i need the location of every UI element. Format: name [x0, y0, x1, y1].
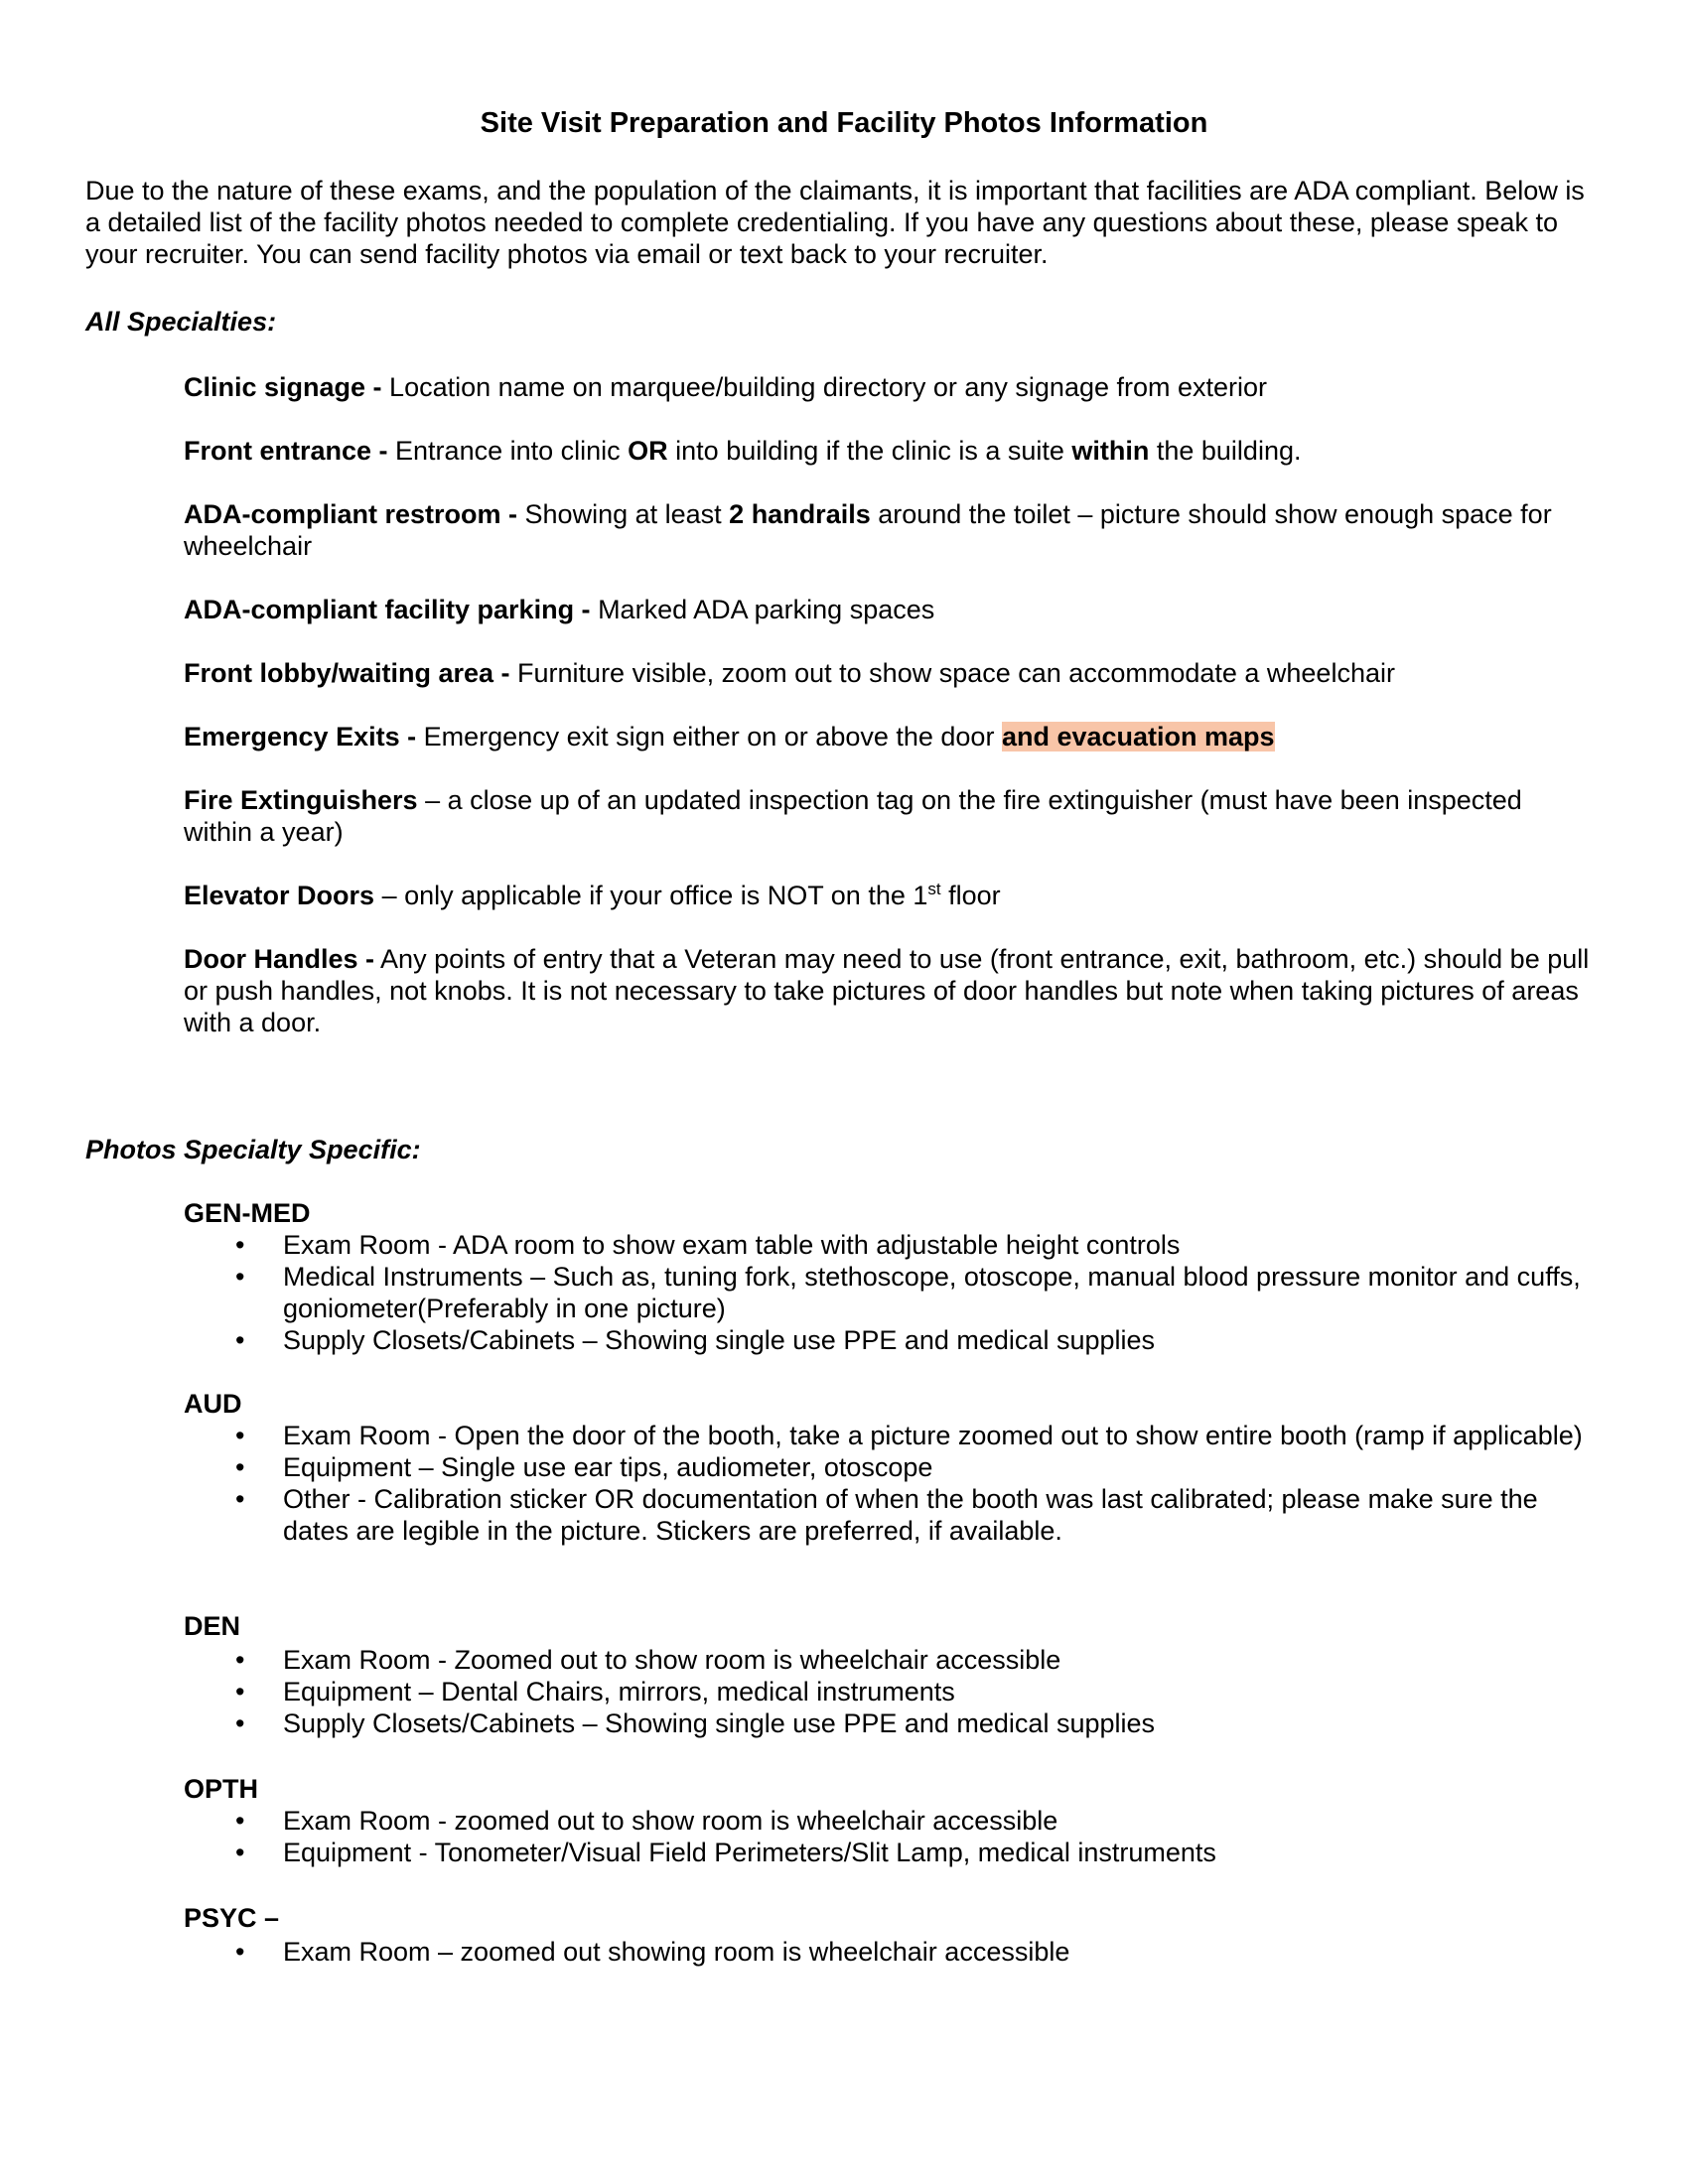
item-text: around the toilet – picture should show enough space for wheelchair — [184, 499, 1552, 561]
specialty-opth-heading: OPTH — [184, 1774, 259, 1804]
item-front-entrance — [184, 435, 1594, 467]
item-ada-restroom — [184, 498, 1594, 562]
item-text: Marked ADA parking spaces — [590, 595, 935, 624]
list-item: • Equipment – Single use ear tips, audiometer, otoscope — [184, 1451, 1594, 1483]
item-text: Location name on marquee/building directory or any signage from exterior — [381, 372, 1268, 402]
item-label: ADA-compliant facility parking - — [184, 595, 591, 624]
item-text: Entrance into clinic — [387, 436, 629, 466]
list-item: • Supply Closets/Cabinets – Showing single use PPE and medical supplies — [184, 1324, 1594, 1356]
specialty-gen-med-list — [184, 1229, 1594, 1356]
specialty-aud-heading: AUD — [184, 1389, 242, 1419]
item-front-lobby — [184, 657, 1594, 689]
item-label: Front lobby/waiting area - — [184, 658, 510, 688]
list-item: • Medical Instruments – Such as, tuning fork, stethoscope, otoscope, manual blood pressure monitor and cuffs, goniometer(Preferably in one picture) — [184, 1261, 1594, 1324]
specialty-aud-list — [184, 1420, 1594, 1547]
specialty-psyc-heading: PSYC – — [184, 1903, 280, 1933]
list-item: • Equipment – Dental Chairs, mirrors, medical instruments — [184, 1676, 1594, 1707]
item-label: Door Handles - — [184, 944, 375, 974]
item-door-handles — [184, 943, 1594, 1038]
specialty-den-list — [184, 1644, 1594, 1739]
item-elevator-doors — [184, 880, 1594, 911]
item-fire-extinguishers — [184, 784, 1594, 848]
specialty-specific-heading: Photos Specialty Specific: — [85, 1135, 421, 1164]
item-text: – a close up of an updated inspection tag on the fire extinguisher (must have been inspected within a year) — [184, 785, 1522, 847]
specialty-psyc-list — [184, 1936, 1594, 1968]
list-item: • Exam Room - Zoomed out to show room is wheelchair accessible — [184, 1644, 1594, 1676]
item-text: Showing at least — [517, 499, 730, 529]
specialty-den-heading: DEN — [184, 1611, 241, 1641]
list-item: • Exam Room – zoomed out showing room is wheelchair accessible — [184, 1936, 1594, 1968]
item-label: Emergency Exits - — [184, 722, 417, 751]
item-emphasis: 2 handrails — [729, 499, 871, 529]
item-text: Emergency exit sign either on or above the door — [416, 722, 1002, 751]
item-label: Fire Extinguishers — [184, 785, 418, 815]
list-item: • Other - Calibration sticker OR documentation of when the booth was last calibrated; please make sure the dates are legible in the picture. Stickers are preferred, if available. — [184, 1483, 1594, 1547]
list-item: • Equipment - Tonometer/Visual Field Perimeters/Slit Lamp, medical instruments — [184, 1837, 1594, 1868]
item-text: the building. — [1149, 436, 1302, 466]
item-label: Clinic signage - — [184, 372, 382, 402]
item-text: Furniture visible, zoom out to show space can accommodate a wheelchair — [509, 658, 1395, 688]
item-label: Elevator Doors — [184, 881, 375, 910]
list-item: • Exam Room - Open the door of the booth, take a picture zoomed out to show entire booth (ramp if applicable) — [184, 1420, 1594, 1451]
specialty-opth-list — [184, 1805, 1594, 1868]
specialty-gen-med-heading: GEN-MED — [184, 1198, 311, 1228]
item-emphasis: OR — [628, 436, 668, 466]
all-specialties-heading: All Specialties: — [85, 307, 277, 337]
ordinal-suffix: st — [927, 880, 941, 898]
item-emphasis: within — [1071, 436, 1150, 466]
item-text: floor — [940, 881, 1001, 910]
item-text: – only applicable if your office is NOT on the 1 — [374, 881, 928, 910]
page-title: Site Visit Preparation and Facility Photos Information — [480, 107, 1208, 139]
list-item: • Exam Room - ADA room to show exam table with adjustable height controls — [184, 1229, 1594, 1261]
item-text: into building if the clinic is a suite — [667, 436, 1072, 466]
highlighted-text: and evacuation maps — [1001, 722, 1275, 751]
item-label: Front entrance - — [184, 436, 388, 466]
item-label: ADA-compliant restroom - — [184, 499, 518, 529]
item-clinic-signage — [184, 371, 1594, 403]
item-emergency-exits — [184, 721, 1594, 752]
list-item: • Exam Room - zoomed out to show room is wheelchair accessible — [184, 1805, 1594, 1837]
item-ada-parking — [184, 594, 1594, 625]
item-text: Any points of entry that a Veteran may need to use (front entrance, exit, bathroom, etc.) should be pull or push handles, not knobs. It is not necessary to take pictures of door handles but note when taking pictures of areas with a door. — [184, 944, 1590, 1037]
intro-paragraph: Due to the nature of these exams, and the population of the claimants, it is important that facilities are ADA compliant. Below is a detailed list of the facility photos needed to complete credentialing. If you have any questions about these, please speak to your recruiter. You can send facility photos via email or text back to your recruiter. — [85, 176, 1585, 269]
list-item: • Supply Closets/Cabinets – Showing single use PPE and medical supplies — [184, 1707, 1594, 1739]
